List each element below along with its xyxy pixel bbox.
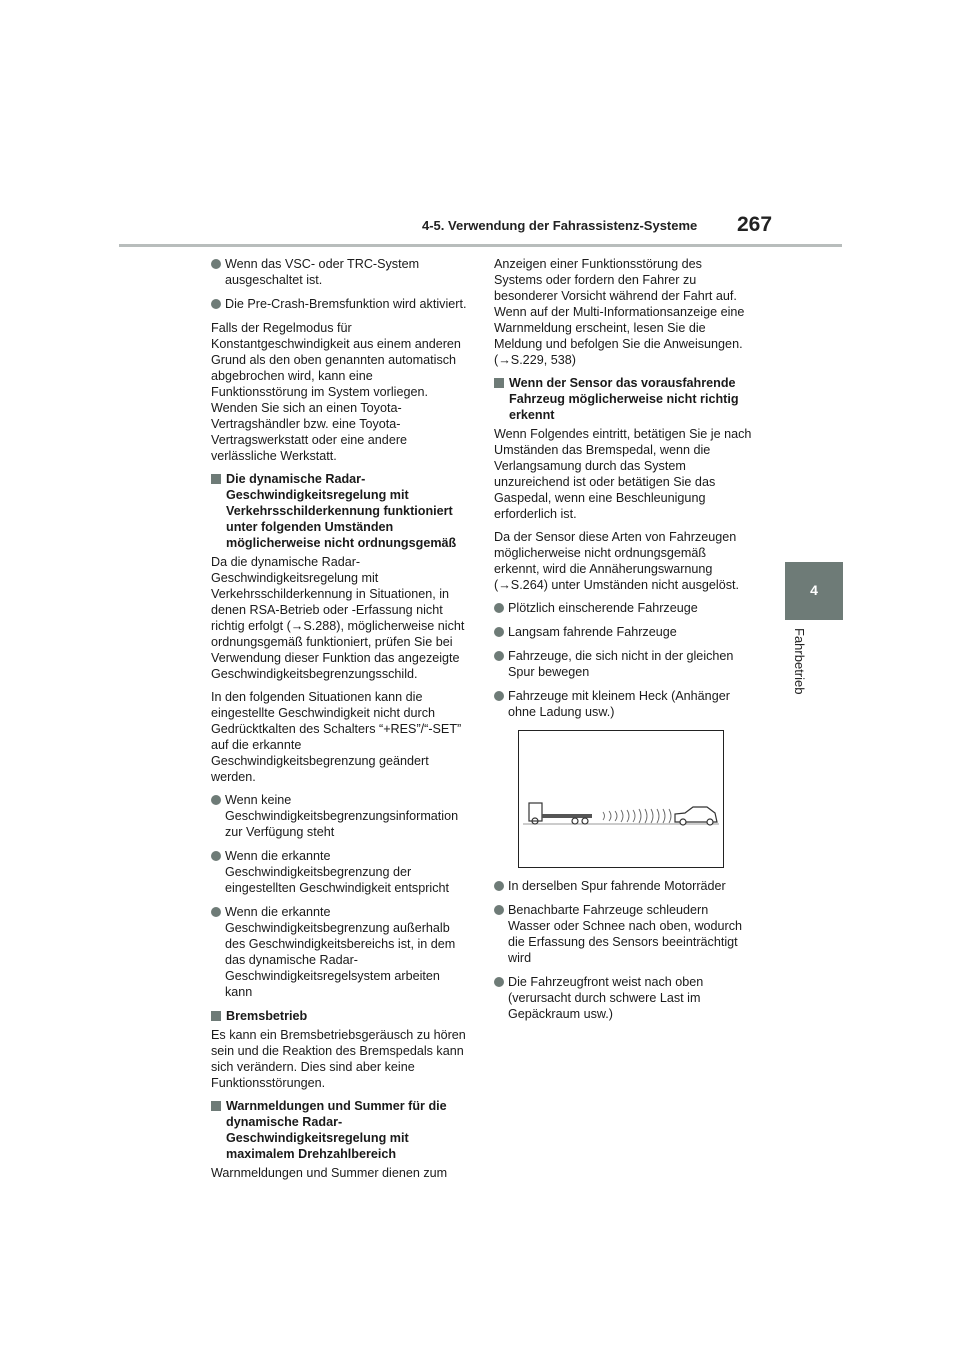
- bullet-icon: [494, 651, 504, 661]
- radar-wave-icon: [603, 809, 671, 823]
- list-item: Die Pre-Crash-Bremsfunktion wird aktiviert.: [211, 296, 469, 312]
- chapter-tab[interactable]: [785, 562, 843, 620]
- paragraph: Da der Sensor diese Arten von Fahrzeugen möglicherweise nicht ordnungsgemäß erkennt, wird die Annäherungswarnung (→S.264) unter Umständen nicht ausgelöst.: [494, 530, 740, 592]
- section-heading: Bremsbetrieb: [211, 1008, 469, 1024]
- list-item: Benachbarte Fahrzeuge schleudern Wasser oder Schnee nach oben, wodurch die Erfassung des Sensors beeinträchtigt wird: [494, 902, 752, 966]
- paragraph: Es kann ein Bremsbetriebsgeräusch zu hören sein und die Reaktion des Bremspedals kann sich verändern. Dies sind aber keine Funktionsstörungen.: [211, 1028, 466, 1090]
- right-column: [494, 256, 752, 1030]
- list-item: Fahrzeuge, die sich nicht in der gleichen Spur bewegen: [494, 648, 752, 680]
- bullet-icon: [494, 905, 504, 915]
- section-heading: Warnmeldungen und Summer für die dynamische Radar-Geschwindigkeitsregelung mit maximalem Drehzahlbereich: [211, 1098, 469, 1162]
- square-bullet-icon: [211, 1011, 221, 1021]
- bullet-icon: [211, 299, 221, 309]
- list-item: Langsam fahrende Fahrzeuge: [494, 624, 752, 640]
- paragraph: In den folgenden Situationen kann die eingestellte Geschwindigkeit nicht durch Gedrücktkalten des Schalters “+RES”/“-SET” auf die erkannte Geschwindigkeitsbegrenzung geändert werden.: [211, 690, 462, 784]
- bullet-icon: [494, 691, 504, 701]
- bullet-icon: [211, 907, 221, 917]
- square-bullet-icon: [211, 474, 221, 484]
- truck-with-trailer-icon: [529, 803, 592, 824]
- square-bullet-icon: [211, 1101, 221, 1111]
- paragraph: Anzeigen einer Funktionsstörung des Systems oder fordern den Fahrer zu besonderer Vorsicht während der Fahrt auf. Wenn auf der Multi-Informationsanzeige eine Warnmeldung erscheint, lesen Sie die Meldung und befolgen Sie die Anweisungen. (→S.229, 538): [494, 257, 745, 367]
- bullet-icon: [211, 851, 221, 861]
- list-item: Wenn die erkannte Geschwindigkeitsbegrenzung außerhalb des Geschwindigkeitsbereichs ist, in dem das dynamische Radar-Geschwindigkeitsregelsystem arbeiten kann: [211, 904, 469, 1000]
- section-heading: Die dynamische Radar-Geschwindigkeitsregelung mit Verkehrsschilderkennung funktioniert unter folgenden Umständen möglicherweise nicht ordnungsgemäß: [211, 471, 469, 551]
- illustration-svg: [519, 731, 723, 867]
- bullet-icon: [494, 603, 504, 613]
- header-rule: [119, 244, 842, 247]
- chapter-number: 4: [810, 582, 818, 598]
- bullet-icon: [494, 881, 504, 891]
- bullet-icon: [494, 627, 504, 637]
- section-title: 4-5. Verwendung der Fahrassistenz-Systeme: [422, 218, 698, 233]
- paragraph: Falls der Regelmodus für Konstantgeschwindigkeit aus einem anderen Grund als den oben genannten automatisch abgebrochen wird, kann eine Funktionsstörung im System vorliegen. Wenden Sie sich an einen Toyota-Vertragshändler bzw. eine Toyota-Vertragswerkstatt oder eine andere verlässliche Werkstatt.: [211, 321, 461, 463]
- page-number: 267: [737, 213, 773, 236]
- list-item: Die Fahrzeugfront weist nach oben (verursacht durch schwere Last im Gepäckraum usw.): [494, 974, 752, 1022]
- list-item: Wenn die erkannte Geschwindigkeitsbegrenzung der eingestellten Geschwindigkeit entspricht: [211, 848, 469, 896]
- list-item: Wenn keine Geschwindigkeitsbegrenzungsinformation zur Verfügung steht: [211, 792, 469, 840]
- list-item: In derselben Spur fahrende Motorräder: [494, 878, 752, 894]
- bullet-icon: [211, 259, 221, 269]
- square-bullet-icon: [494, 378, 504, 388]
- trailer-radar-illustration: [518, 730, 724, 868]
- list-item: Plötzlich einscherende Fahrzeuge: [494, 600, 752, 616]
- paragraph: Warnmeldungen und Summer dienen zum: [211, 1166, 448, 1180]
- paragraph: Wenn Folgendes eintritt, betätigen Sie je nach Umständen das Bremspedal, wenn die Verlangsamung durch das System unzureichend ist oder betätigen Sie das Gaspedal, wenn eine Beschleunigung erforderlich ist.: [494, 427, 752, 521]
- car-icon: [675, 807, 717, 825]
- left-column: [211, 256, 469, 1188]
- section-heading: Wenn der Sensor das vorausfahrende Fahrzeug möglicherweise nicht richtig erkennt: [494, 375, 752, 423]
- list-item: Fahrzeuge mit kleinem Heck (Anhänger ohne Ladung usw.): [494, 688, 752, 720]
- paragraph: Da die dynamische Radar-Geschwindigkeitsregelung mit Verkehrsschilderkennung in Situationen, in denen RSA-Betrieb oder -Erfassung nicht richtig erfolgt (→S.288), möglicherweise nicht ordnungsgemäß funktioniert, prüfen Sie bei Verwendung dieser Funktion das angezeigte Geschwindigkeitsbegrenzungsschild.: [211, 555, 465, 681]
- bullet-icon: [211, 795, 221, 805]
- bullet-icon: [494, 977, 504, 987]
- list-item: Wenn das VSC- oder TRC-System ausgeschaltet ist.: [211, 256, 469, 288]
- chapter-label: Fahrbetrieb: [792, 628, 807, 695]
